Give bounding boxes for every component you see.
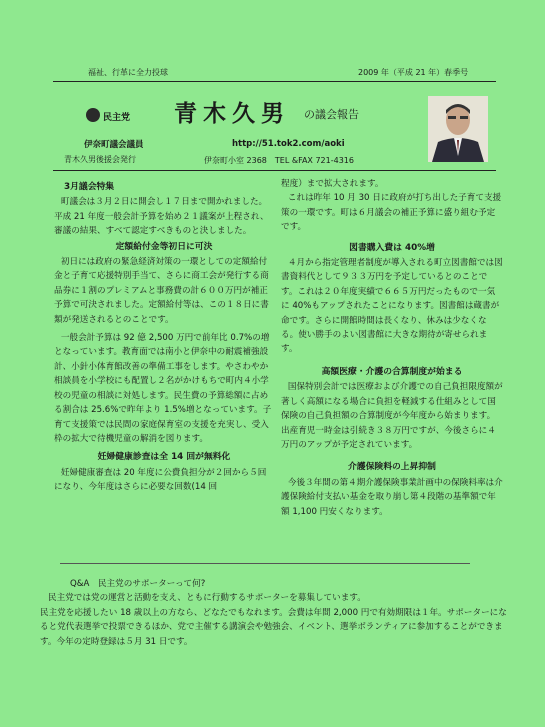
- role: 伊奈町議会議員: [84, 140, 144, 150]
- qa-section: [40, 577, 510, 649]
- paragraph: 妊婦健康審査は 20 年度に公費負担分が２回から５回になり、今年度はさらに必要な回数(14 回: [54, 467, 267, 493]
- qa-answer: 民主党では党の運営と活動を支え、ともに行動するサポーターを募集しています。: [48, 593, 366, 604]
- section-heading: 介護保険料の上昇抑制: [348, 462, 436, 473]
- party-logo-icon: [86, 108, 100, 122]
- title-suffix: の議会報告: [304, 108, 359, 121]
- paragraph: 程度）まで拡大されます。: [281, 179, 384, 189]
- qa-question: Q&A 民主党のサポーターって何?: [70, 579, 206, 589]
- qa-answer: 民主党を応援したい 18 歳以上の方なら、どなたでもなれます。会費は年間 2,000 円で有効期限は１年。サポーターになると党代表選挙で投票できるほか、党で主催する講演会や勉強会、イベント、選挙ボランティアに参加することができます。今年の定時登録は５月 31 日です。: [40, 607, 507, 647]
- paragraph: これは昨年 10 月 30 日に政府が打ち出した子育て支援策の一環です。町は６月議会の補正予算に盛り組む予定です。: [281, 193, 502, 233]
- issue-label: 2009 年（平成 21 年）春季号: [358, 68, 469, 77]
- portrait-photo: [428, 96, 488, 162]
- divider: [60, 563, 470, 564]
- motto: 福祉、行革に全力投球: [88, 68, 168, 77]
- party-label: 民主党: [103, 113, 131, 123]
- section-heading: 図書購入費は 40%増: [349, 242, 435, 253]
- paragraph: ４月から指定管理者制度が導入される町立図書館では図書資料代として９３３万円を予定しているとのことです。これは２０年度実績で６６５万円だったもので一気に 40%もアップされたことになります。図書館は蔵書が命です。さらに開館時間は長くなり、休みは少なくなる。使い勝手のよい図書館に大きな期待が寄せられます。: [281, 258, 503, 355]
- publisher: 青木久男後援会発行: [64, 155, 136, 164]
- paragraph: 初日には政府の緊急経済対策の一環としての定額給付金と子育て応援特別手当て、さらに商工会が発行する商品券に１割のプレミアムと事務費の計６００万円が補正予算で可決されました。定額給付等は、この１８日に書類が発送されるとのことです。: [54, 257, 269, 325]
- address: 伊奈町小室 2368 TEL &FAX 721-4316: [204, 156, 354, 165]
- website-link[interactable]: http://51.tok2.com/aoki: [232, 139, 345, 149]
- paragraph: 今後３年間の第４期介護保険事業計画中の保険料率は介護保険給付支払い基金を取り崩し第４段階の基準額で年額 1,100 円安くなります。: [281, 477, 503, 517]
- page-title: 青木久男: [174, 100, 290, 127]
- right-column: [281, 177, 503, 519]
- paragraph: 町議会は３月２日に開会し１７日まで開かれました。平成 21 年度一般会計予算を始め２１議案が上程され、審議の結果、すべて認定すべきものと決しました。: [54, 197, 269, 237]
- section-heading: 3月議会特集: [64, 182, 115, 192]
- left-column: [54, 179, 274, 495]
- section-heading: 定額給付金等初日に可決: [115, 241, 213, 252]
- paragraph: 国保特別会計では医療および介護での自己負担限度額が著しく高額になる場合に負担を軽減する仕組みとして国保険の自己負担額の合算制度が今年度から始まります。出産育児一時金は引続き３８万円ですが、今後さらに４万円のアップが予定されています。: [281, 382, 503, 450]
- section-heading: 高額医療・介護の合算制度が始まる: [321, 366, 463, 377]
- section-heading: 妊婦健康診査は全 14 回が無料化: [97, 452, 231, 463]
- paragraph: 一般会計予算は 92 億 2,500 万円で前年比 0.7%の増となっています。教育面では南小と伊奈中の耐震補強設計、小針小体育館改善の準備工事をします。やさわやか相談員を小学校にも配置し２名がかけもちで町内４小学校の児童の相談に対処します。民生費の予算総額に占める割合は 25.6%で昨年より 1.5%増となっています。子育て支援策では民間の家庭保育室の支援を充実し、受入枠の拡大で待機児童の解消を図ります。: [54, 333, 272, 444]
